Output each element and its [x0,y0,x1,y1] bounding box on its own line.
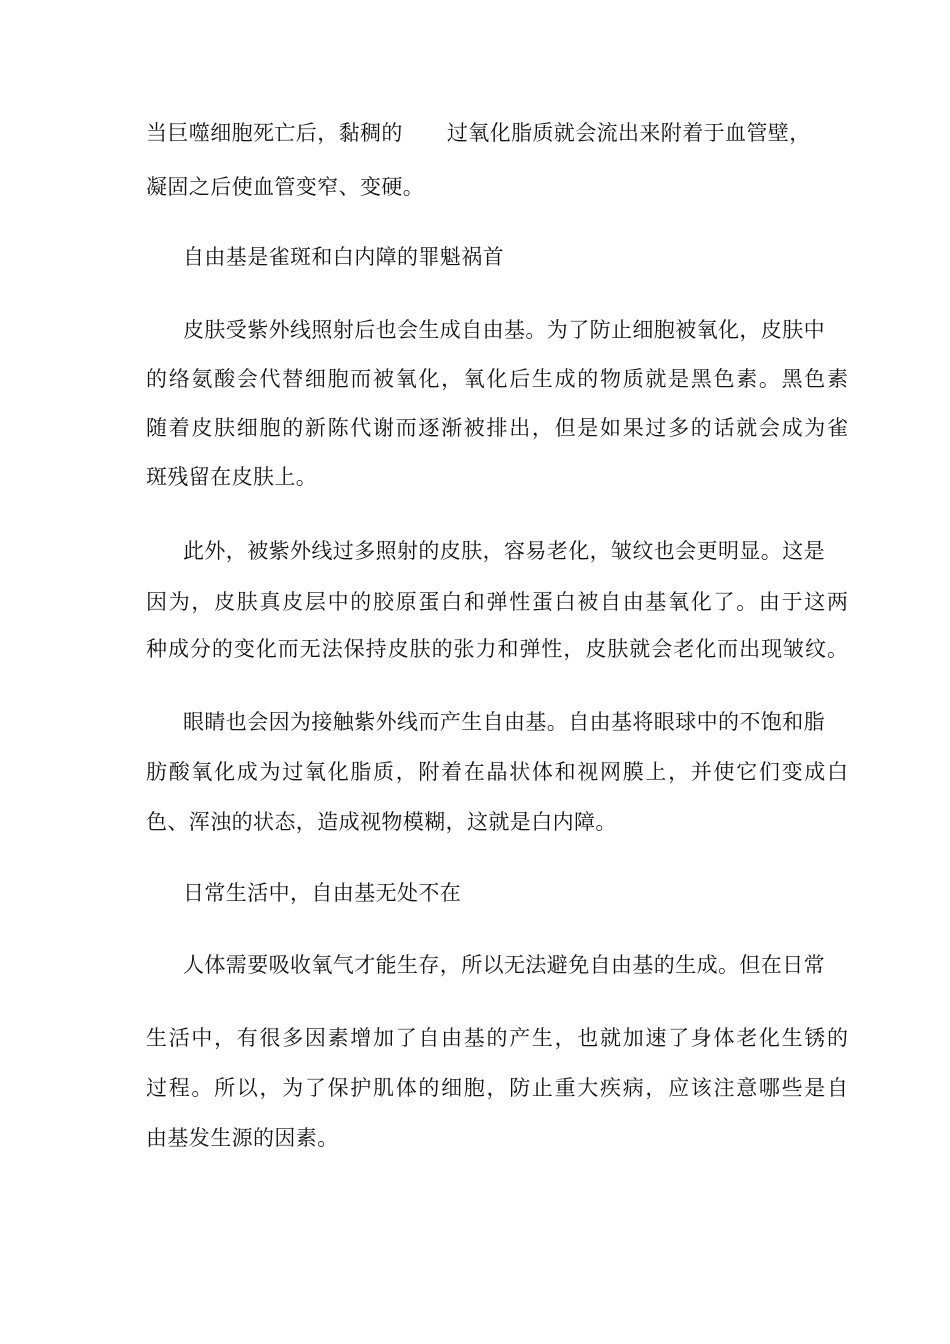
text-line: 此外，被紫外线过多照射的皮肤，容易老化，皱纹也会更明显。这是 [183,539,825,563]
text-segment: 当巨噬细胞死亡后，黏稠的 [146,121,403,145]
text-line [146,118,811,148]
text-line: 因为，皮肤真皮层中的胶原蛋白和弹性蛋白被自由基氧化了。由于这两 [146,590,848,614]
text-line: 生活中，有很多因素增加了自由基的产生，也就加速了身体老化生锈的 [146,1026,848,1050]
text-line: 种成分的变化而无法保持皮肤的张力和弹性，皮肤就会老化而出现皱纹。 [146,637,848,661]
text-line: 眼睛也会因为接触紫外线而产生自由基。自由基将眼球中的不饱和脂 [183,710,825,734]
text-line: 斑残留在皮肤上。 [146,465,318,489]
text-line: 皮肤受紫外线照射后也会生成自由基。为了防止细胞被氧化，皮肤中 [183,318,825,342]
text-line: 人体需要吸收氧气才能生存，所以无法避免自由基的生成。但在日常 [183,953,825,977]
text-line: 过程。所以，为了保护肌体的细胞，防止重大疾病，应该注意哪些是自 [146,1076,848,1100]
text-line: 肪酸氧化成为过氧化脂质，附着在晶状体和视网膜上，并使它们变成白 [146,760,848,784]
section-heading: 日常生活中，自由基无处不在 [183,881,462,905]
text-line: 凝固之后使血管变窄、变硬。 [146,175,425,199]
text-line: 的络氨酸会代替细胞而被氧化，氧化后生成的物质就是黑色素。黑色素 [146,367,848,391]
text-segment: 过氧化脂质就会流出来附着于血管壁， [446,121,811,145]
section-heading: 自由基是雀斑和白内障的罪魁祸首 [183,245,504,269]
text-line: 随着皮肤细胞的新陈代谢而逐渐被排出，但是如果过多的话就会成为雀 [146,416,848,440]
text-line: 色、浑浊的状态，造成视物模糊，这就是白内障。 [146,810,617,834]
text-line: 由基发生源的因素。 [146,1126,339,1150]
